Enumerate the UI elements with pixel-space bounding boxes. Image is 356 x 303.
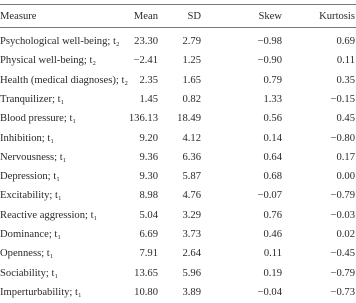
table-row	[0, 244, 356, 263]
cell-kurtosis: −0.79	[330, 267, 355, 279]
table-row	[0, 32, 356, 51]
cell-mean: 9.36	[139, 151, 158, 163]
cell-kurtosis: −0.03	[330, 209, 355, 221]
cell-kurtosis: 0.35	[336, 74, 355, 86]
table-row	[0, 51, 356, 70]
table-row	[0, 186, 356, 205]
cell-mean: 1.45	[139, 93, 158, 105]
cell-mean: 5.04	[139, 209, 158, 221]
cell-sd: 2.79	[182, 36, 201, 47]
cell-mean: 136.13	[128, 113, 158, 125]
cell-mean: 10.80	[134, 286, 158, 298]
cell-sd: 5.96	[182, 267, 201, 279]
cell-sd: 3.73	[182, 229, 201, 240]
cell-kurtosis: 0.17	[336, 151, 355, 163]
table-row	[0, 148, 356, 167]
cell-kurtosis: 0.45	[336, 113, 355, 125]
table-row	[0, 167, 356, 186]
cell-sd: 0.82	[182, 93, 201, 105]
cell-measure: Tranquilizer; t₁	[0, 93, 65, 105]
cell-measure: Excitability; t₁	[0, 190, 62, 202]
table-row	[0, 109, 356, 128]
cell-kurtosis: 0.11	[336, 55, 355, 67]
table-row	[0, 90, 356, 109]
cell-sd: 1.25	[182, 55, 201, 67]
cell-skew: 0.46	[263, 229, 282, 240]
cell-kurtosis: 0.02	[336, 229, 355, 240]
cell-mean: 23.30	[134, 36, 158, 47]
cell-skew: 0.19	[263, 267, 282, 279]
cell-kurtosis: 0.69	[336, 36, 355, 47]
cell-kurtosis: −0.73	[330, 286, 355, 298]
cell-skew: 0.64	[263, 151, 282, 163]
cell-skew: 0.14	[263, 132, 282, 144]
cell-kurtosis: −0.45	[330, 248, 355, 260]
cell-skew: 1.33	[263, 93, 282, 105]
cell-sd: 5.87	[182, 171, 201, 183]
cell-skew: −0.07	[257, 190, 282, 202]
cell-skew: −0.90	[257, 55, 282, 67]
cell-measure: Blood pressure; t₁	[0, 113, 77, 125]
cell-measure: Sociability; t₁	[0, 267, 59, 279]
cell-kurtosis: −0.15	[330, 93, 355, 105]
header-kurtosis: Kurtosis	[319, 11, 355, 22]
top-rule	[0, 4, 356, 5]
cell-sd: 1.65	[182, 74, 201, 86]
cell-sd: 6.36	[182, 151, 201, 163]
header-rule	[0, 27, 356, 28]
header-sd: SD	[187, 11, 201, 22]
cell-mean: 9.30	[139, 171, 158, 183]
cell-measure: Dominance; t₁	[0, 229, 62, 240]
cell-mean: 9.20	[139, 132, 158, 144]
cell-sd: 3.29	[182, 209, 201, 221]
cell-kurtosis: −0.80	[330, 132, 355, 144]
cell-skew: −0.04	[257, 286, 282, 298]
table-row	[0, 206, 356, 225]
cell-sd: 4.12	[182, 132, 201, 144]
cell-measure: Physical well-being; t₂	[0, 55, 97, 67]
cell-measure: Imperturbability; t₁	[0, 286, 82, 298]
cell-mean: −2.41	[133, 55, 158, 67]
cell-skew: 0.56	[263, 113, 282, 125]
cell-mean: 2.35	[139, 74, 158, 86]
header-mean: Mean	[133, 11, 158, 22]
cell-sd: 3.89	[182, 286, 201, 298]
table-row	[0, 283, 356, 302]
header-measure: Measure	[0, 11, 37, 22]
cell-mean: 8.98	[139, 190, 158, 202]
cell-measure: Inhibition; t₁	[0, 132, 55, 144]
table-row	[0, 71, 356, 90]
cell-sd: 18.49	[177, 113, 201, 125]
cell-skew: −0.98	[257, 36, 282, 47]
cell-kurtosis: 0.00	[336, 171, 355, 183]
cell-sd: 2.64	[182, 248, 201, 260]
table-row	[0, 225, 356, 244]
table-row	[0, 264, 356, 283]
cell-skew: 0.76	[263, 209, 282, 221]
cell-measure: Reactive aggression; t₁	[0, 209, 98, 221]
cell-skew: 0.68	[263, 171, 282, 183]
header-skew: Skew	[258, 11, 282, 22]
cell-measure: Psychological well-being; t₂	[0, 36, 120, 47]
cell-sd: 4.76	[182, 190, 201, 202]
cell-measure: Openness; t₁	[0, 248, 54, 260]
cell-mean: 7.91	[139, 248, 158, 260]
cell-kurtosis: −0.79	[330, 190, 355, 202]
cell-measure: Health (medical diagnoses); t₂	[0, 74, 129, 86]
cell-measure: Depression; t₁	[0, 171, 60, 183]
table-row	[0, 129, 356, 148]
cell-mean: 13.65	[134, 267, 158, 279]
cell-skew: 0.11	[263, 248, 282, 260]
cell-measure: Nervousness; t₁	[0, 151, 67, 163]
cell-mean: 6.69	[139, 229, 158, 240]
cell-skew: 0.79	[263, 74, 282, 86]
table-header-row	[0, 7, 356, 25]
